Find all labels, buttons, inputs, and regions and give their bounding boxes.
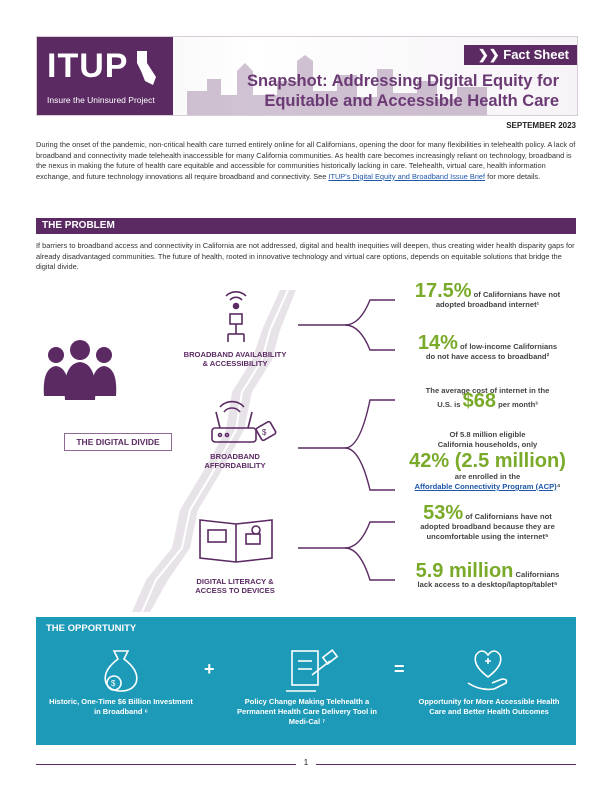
digital-divide-label: THE DIGITAL DIVIDE [64, 433, 172, 451]
issue-brief-link[interactable]: ITUP's Digital Equity and Broadband Issue Brief [328, 171, 486, 181]
book-devices-icon [200, 520, 272, 562]
money-bag-icon [105, 651, 137, 691]
opportunity-section [36, 617, 576, 745]
divide-crack-band [132, 290, 296, 612]
problem-paragraph: If barriers to broadband access and connectivity in California are not addressed, digital and health inequities will deepen, thus creating wider health disparity gaps for already disadvantaged communities. The future of health, rooted in innovative technology and virtual care options, depends on equitable solutions that bridge the digital divide. [36, 241, 575, 272]
equals-symbol: = [394, 659, 405, 679]
dollar-sign-icon: $ [111, 679, 116, 688]
stat-device-access: 5.9 million Californians lack access to a desktop/laptop/tablet⁵ [415, 560, 560, 589]
stat-broadband-adoption: 17.5% of Californians have not adopted broadband internet¹ [414, 280, 561, 309]
logo-subtitle: Insure the Uninsured Project [47, 95, 155, 105]
opportunity-heading: THE OPPORTUNITY [46, 623, 137, 634]
plus-symbol: + [204, 659, 215, 679]
publication-date: SEPTEMBER 2023 [506, 121, 576, 130]
heart-hand-icon [468, 651, 507, 689]
category-affordability-label: BROADBAND AFFORDABILITY [204, 452, 266, 470]
stat-internet-cost: The average cost of internet in the U.S. is $68 per month³ [425, 386, 550, 412]
dollar-tag-icon: $ [262, 428, 267, 437]
opportunity-policy-label: Policy Change Making Telehealth a Permanent Health Care Delivery Tool in Medi-Cal ⁷ [237, 697, 377, 726]
fact-sheet-tab: ❯❯ Fact Sheet [464, 45, 577, 65]
acp-link[interactable]: Affordable Connectivity Program (ACP) [414, 482, 557, 491]
stat-internet-discomfort: 53% of Californians have not adopted broadband because they are uncomfortable using the internet⁵ [420, 502, 555, 541]
page-title: Snapshot: Addressing Digital Equity for Equitable and Accessible Health Care [247, 72, 559, 110]
gavel-icon [286, 650, 337, 691]
logo-text: ITUP [47, 47, 129, 85]
people-group-icon [44, 340, 117, 400]
page-number: 1 [296, 758, 316, 770]
intro-text: During the onset of the pandemic, non-critical health care turned entirely online for all Californians, opening the door for many flexibilities in telehealth policy. A lack of broadband and connectivity made telehealth inaccessible for many California communities. As health care becomes increasingly reliant on technology, broadband is the nexus in making the future of health care equitable and accessible for communities historically lacking in care. Telehealth, virtual care, health information exchange, and future technology innovations all require broadband and connectivity. See [36, 140, 576, 181]
category-literacy-label: DIGITAL LITERACY & ACCESS TO DEVICES [195, 577, 275, 595]
intro-text-end: for more details. [485, 171, 541, 181]
stat-acp-enrollment: Of 5.8 million eligible California households, only 42% (2.5 million) are enrolled in the Affordable Connectivity Program (ACP)⁴ [409, 430, 566, 491]
category-availability-label: BROADBAND AVAILABILITY & ACCESSIBILITY [183, 350, 287, 368]
stat-low-income-access: 14% of low-income Californians do not have access to broadband² [417, 332, 558, 361]
category-connector-lines [298, 300, 395, 580]
antenna-icon [226, 292, 246, 342]
opportunity-outcome-label: Opportunity for More Accessible Health Care and Better Health Outcomes [418, 697, 560, 716]
opportunity-investment-label: Historic, One-Time $6 Billion Investment in Broadband ⁶ [49, 697, 193, 716]
problem-heading: THE PROBLEM [36, 218, 576, 234]
